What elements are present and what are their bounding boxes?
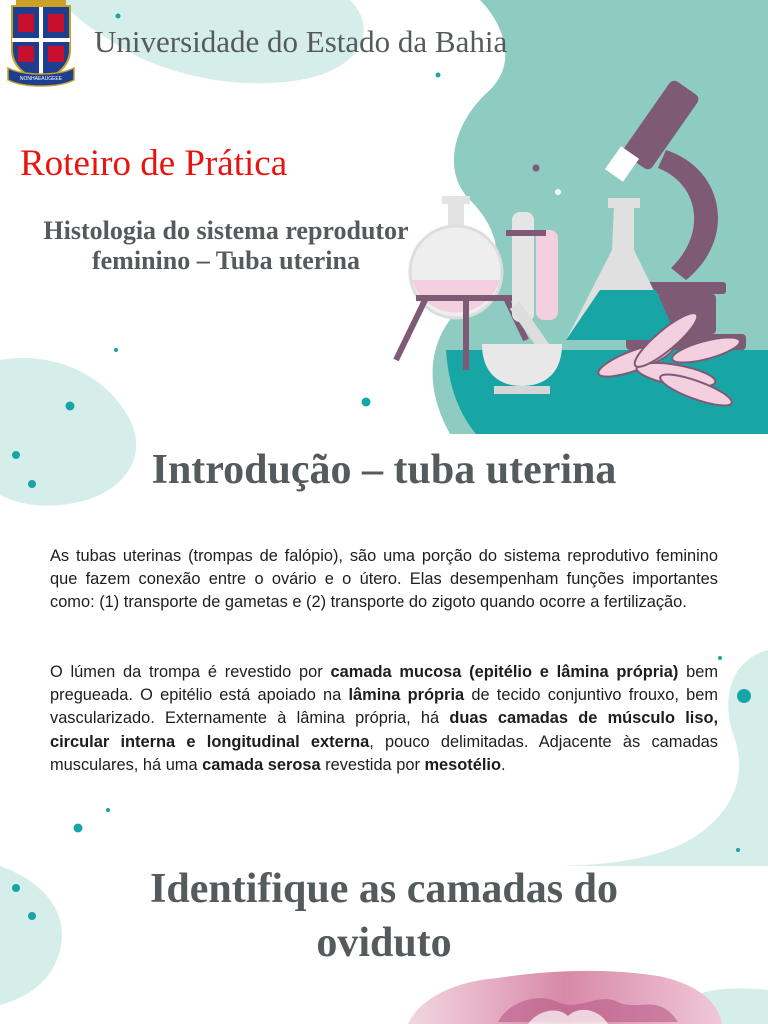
intro-heading: Introdução – tuba uterina bbox=[151, 447, 617, 493]
p2-text: bem pregueada. O epitélio está apoiado na bbox=[50, 663, 718, 705]
intro-paragraph-1: As tubas uterinas (trompas de falópio), são uma porção do sistema reprodutivo feminino que fazem conexão entre o ovário e o útero. Elas desempenham funções importantes como: (1) transporte de gametas e (2) transporte do zigoto quando ocorre a fertilização. bbox=[50, 547, 718, 612]
identify-heading: Identifique as camadas do oviduto bbox=[150, 866, 618, 966]
erlenmeyer-flask-icon bbox=[566, 198, 678, 340]
p2-text: . bbox=[500, 755, 506, 774]
university-name: Universidade do Estado da Bahia bbox=[94, 24, 508, 59]
p2-text: , pouco delimitadas. Adjacente às camadas musculares, há uma bbox=[50, 732, 718, 774]
p2-bold-muscle: duas camadas de músculo liso, circular interna e longitudinal externa bbox=[50, 709, 719, 751]
p2-bold-lamina: lâmina própria bbox=[348, 686, 465, 705]
bottom-left-blob bbox=[0, 866, 62, 1005]
intro-paragraph-2 bbox=[50, 661, 718, 777]
p2-text: O lúmen da trompa é revestido por bbox=[50, 663, 331, 681]
p2-bold-mesotelio: mesotélio bbox=[424, 755, 501, 774]
histology-image bbox=[408, 962, 722, 1024]
practice-subtitle: Histologia do sistema reprodutor feminino – Tuba uterina bbox=[43, 216, 409, 275]
p2-text: de tecido conjuntivo frouxo, bem vascularizado. Externamente à lâmina própria, há bbox=[50, 686, 718, 728]
p2-text: revestida por bbox=[320, 755, 425, 774]
university-logo bbox=[4, 0, 78, 88]
logo-motto: NONHAEAUGEEE bbox=[19, 76, 63, 82]
document-type-label: Roteiro de Prática bbox=[20, 143, 288, 184]
p2-bold-serosa: camada serosa bbox=[202, 755, 321, 774]
p2-bold-mucosa: camada mucosa (epitélio e lâmina própria) bbox=[330, 663, 679, 681]
test-tube-icon bbox=[506, 212, 558, 322]
lab-illustration bbox=[386, 0, 768, 434]
